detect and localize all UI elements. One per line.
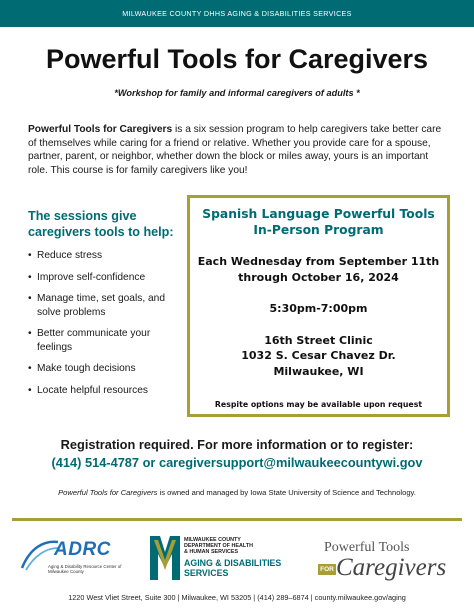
location-line: Milwaukee, WI <box>273 364 364 378</box>
mc-line: MILWAUKEE COUNTY <box>184 537 241 543</box>
ownership-note <box>0 488 474 497</box>
program-time: 5:30pm-7:00pm <box>269 302 368 316</box>
list-item: • Make tough decisions <box>28 362 183 375</box>
sessions-heading: The sessions give caregivers tools to help: <box>28 209 174 239</box>
mc-division-line: AGING & DISABILITIES <box>184 557 282 568</box>
program-dates-line: Each Wednesday from September 11th <box>197 255 440 268</box>
mc-division-line: SERVICES <box>184 567 229 578</box>
intro-body: is a six session program to help caregivers take better care of themselves while caring for a friend or relative. Whether you provide care for a spouse, partner, parent, or neighbor, whether down the block or miles away, yours is an important role. This course is for family caregivers like you! <box>28 124 442 176</box>
mc-line: DEPARTMENT OF HEALTH <box>184 543 253 550</box>
intro-program-name: Powerful Tools for Caregivers <box>28 124 173 135</box>
top-banner <box>0 0 474 27</box>
program-dates <box>190 254 447 285</box>
mc-line: & HUMAN SERVICES <box>184 549 239 556</box>
list-item: • Improve self-confidence <box>28 271 183 284</box>
adrc-subtitle: Aging & Disability Resource Center of Milwaukee County <box>48 564 122 575</box>
list-item: • Locate helpful resources <box>28 384 183 397</box>
ptc-logo-top: Powerful Tools <box>324 540 410 555</box>
intro-paragraph <box>28 123 448 177</box>
program-dates-line: through October 16, 2024 <box>238 270 399 284</box>
registration-contact[interactable]: (414) 514-4787 or caregiversupport@milwaukeecountywi.gov <box>51 455 423 470</box>
page-title: Powerful Tools for Caregivers <box>45 44 429 74</box>
ptc-logo-caregivers: Caregivers <box>336 554 447 581</box>
location-line: 1032 S. Cesar Chavez Dr. <box>241 349 396 363</box>
respite-note: Respite options may be available upon request <box>214 399 423 409</box>
sessions-list <box>28 249 183 405</box>
program-title <box>190 206 447 238</box>
mc-division <box>184 558 304 578</box>
program-details-box <box>187 195 450 417</box>
milwaukee-county-m-icon <box>150 534 180 580</box>
workshop-subtitle: *Workshop for family and informal caregivers of adults * <box>114 88 360 98</box>
adrc-logo <box>20 538 130 586</box>
divider <box>12 518 462 521</box>
milwaukee-county-logo-text <box>184 537 304 578</box>
list-item: • Better communicate your feelings <box>28 327 183 354</box>
owner-text: is owned and managed by Iowa State University of Science and Technology. <box>157 488 416 497</box>
agency-name: MILWAUKEE COUNTY DHHS AGING & DISABILITIES SERVICES <box>122 9 352 18</box>
adrc-wordmark: ADRC <box>54 539 111 560</box>
footer-address: 1220 West Vliet Street, Suite 300 | Milwaukee, WI 53205 | (414) 289–6874 | county.milwaukee.gov/aging <box>68 593 406 602</box>
list-item: • Manage time, set goals, and solve problems <box>28 292 183 319</box>
registration-heading: Registration required. For more information or to register: <box>60 437 414 452</box>
owner-program-name: Powerful Tools for Caregivers <box>58 488 158 497</box>
program-title-line: Spanish Language Powerful Tools <box>202 207 435 221</box>
powerful-tools-logo <box>314 540 464 584</box>
list-item: • Reduce stress <box>28 249 183 262</box>
program-location <box>190 333 447 380</box>
location-line: 16th Street Clinic <box>264 333 373 347</box>
program-title-line: In-Person Program <box>253 223 384 237</box>
ptc-logo-for: FOR <box>318 564 336 575</box>
